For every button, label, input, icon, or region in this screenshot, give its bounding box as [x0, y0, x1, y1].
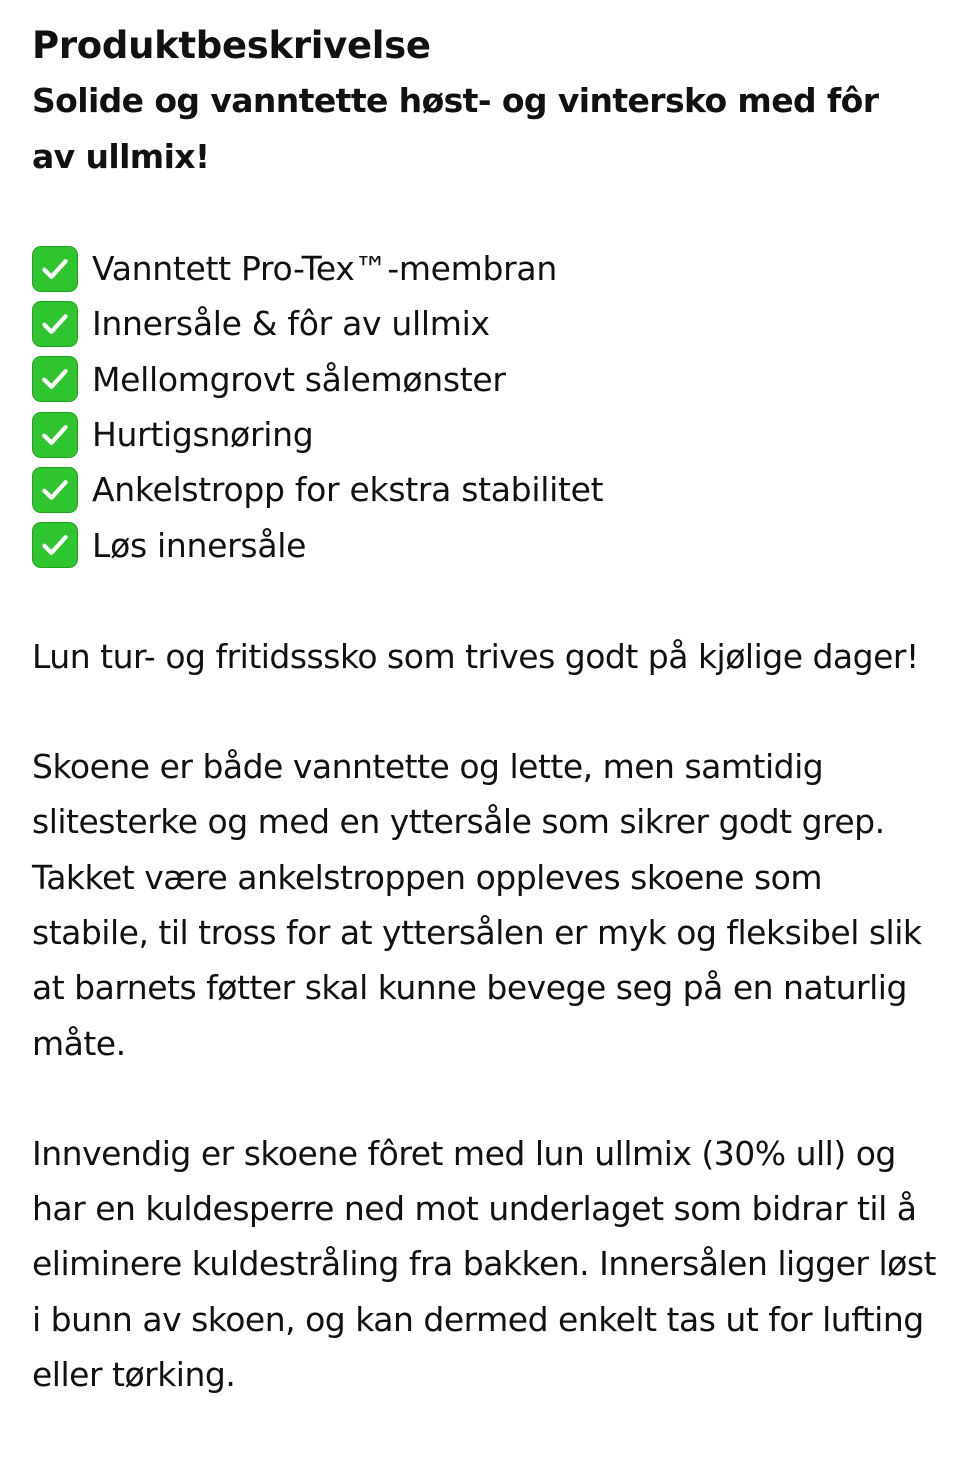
- feature-label: Løs innersåle: [92, 525, 307, 565]
- product-subtitle: Solide og vanntette høst- og vintersko med fôr av ullmix!: [32, 81, 879, 176]
- description-paragraph: Skoene er både vanntette og lette, men samtidig slitesterke og med en yttersåle som sikrer godt grep. Takket være ankelstroppen oppleves skoene som stabile, til tross for at yttersålen er myk og fleksibel slik at barnets føtter skal kunne bevege seg på en naturlig måte.: [32, 747, 922, 1063]
- check-icon: [32, 246, 78, 292]
- feature-label: Vanntett Pro-Tex™-membran: [92, 249, 557, 289]
- feature-label: Hurtigsnøring: [92, 415, 314, 455]
- feature-label: Innersåle & fôr av ullmix: [92, 304, 490, 344]
- check-icon: [32, 301, 78, 347]
- feature-item: [32, 462, 960, 517]
- feature-item: [32, 241, 960, 296]
- section-title: Produktbeskrivelse: [32, 24, 431, 67]
- feature-list: [32, 241, 960, 573]
- feature-item: [32, 296, 960, 351]
- feature-label: Ankelstropp for ekstra stabilitet: [92, 470, 604, 510]
- description-paragraph: Lun tur- og fritidsssko som trives godt på kjølige dager!: [32, 636, 919, 676]
- feature-item: [32, 352, 960, 407]
- check-icon: [32, 412, 78, 458]
- check-icon: [32, 467, 78, 513]
- feature-item: [32, 517, 960, 572]
- feature-label: Mellomgrovt sålemønster: [92, 359, 506, 399]
- description-paragraph: Innvendig er skoene fôret med lun ullmix (30% ull) og har en kuldesperre ned mot underlaget som bidrar til å eliminere kuldestråling fra bakken. Innersålen ligger løst i bunn av skoen, og kan dermed enkelt tas ut for lufting eller tørking.: [32, 1133, 936, 1395]
- check-icon: [32, 522, 78, 568]
- feature-item: [32, 407, 960, 462]
- check-icon: [32, 356, 78, 402]
